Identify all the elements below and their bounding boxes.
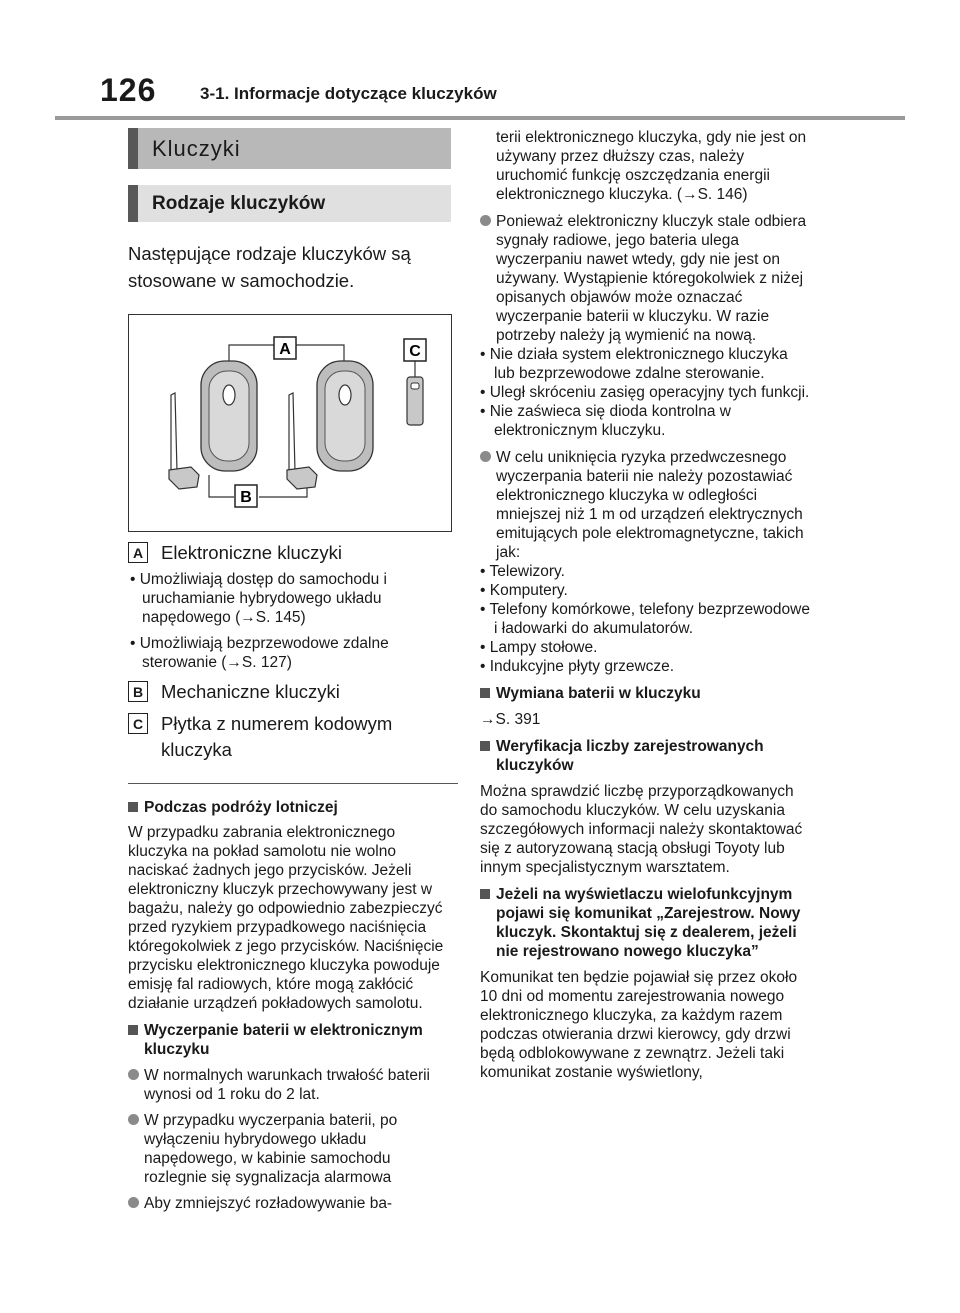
list-item: • Indukcyjne płyty grzewcze. (480, 658, 675, 675)
legend-a (128, 540, 454, 566)
circle-bullet-icon (128, 1114, 139, 1125)
right-column (480, 128, 810, 1082)
figure-label-b: B (240, 489, 252, 506)
keys-illustration (128, 314, 452, 532)
circle-bullet-icon (480, 215, 491, 226)
list-item: • Lampy stołowe. (480, 639, 598, 656)
legend-box-a: A (128, 542, 148, 563)
legend-c (128, 711, 454, 763)
travel-text: W przypadku zabrania elektronicznego kluczyka na pokład samolotu nie wolno naciskać żadnych jego przycisków. Jeżeli elektroniczny kluczyk przechowywany jest w bagażu, należy go odpowiednio zabezpieczyć przed ryzykiem przypadkowego naciśnięcia któregokolwiek z jego przycisków. Naciśnięcie przycisku elektronicznego kluczyka powoduje emisję fal radiowych, które mogą zakłócić działanie urządzeń pokładowych samolotu. (128, 824, 444, 1012)
square-bullet-icon (128, 802, 138, 812)
message-text: Komunikat ten będzie pojawiał się przez około 10 dni od momentu zarejestrowania nowego elektronicznego kluczyka, za każdym razem podczas otwierania drzwi kierowcy, gdy drzwi będą odblokowywane z zewnątrz. Jeżeli taki komunikat zostanie wyświetlony, (480, 969, 798, 1081)
figure-label-a: A (279, 341, 291, 358)
page-header (0, 0, 960, 120)
subsection-title: Rodzaje kluczyków (128, 185, 451, 222)
header-rule (55, 116, 905, 120)
square-bullet-icon (480, 741, 490, 751)
list-item: • Umożliwiają bezprzewodowe zdalne sterowanie (→S. 127) (130, 635, 389, 671)
verify-heading: Weryfikacja liczby zarejestrowanych kluczyków (480, 737, 810, 775)
figure-label-c: C (409, 343, 421, 360)
legend-text-a: Elektroniczne kluczyki (161, 542, 342, 563)
square-bullet-icon (480, 688, 490, 698)
legend-b (128, 679, 454, 705)
continued-text: terii elektronicznego kluczyka, gdy nie jest on używany przez dłuższy czas, należy uruchomić funkcję oszczędzania energii elektronicznego kluczyka. (→S. 146) (496, 129, 807, 203)
section-divider (128, 783, 458, 784)
chapter-title: 3-1. Informacje dotyczące kluczyków (200, 84, 497, 103)
notes-left (128, 798, 453, 1213)
keys-drawing (129, 315, 451, 531)
travel-heading (128, 798, 453, 817)
square-bullet-icon (480, 889, 490, 899)
page-number: 126 (100, 72, 157, 108)
legend-text-b: Mechaniczne kluczyki (161, 681, 340, 702)
section-title: Kluczyki (128, 128, 451, 169)
list-item: • Telewizory. (480, 563, 565, 580)
list-item: • Nie działa system elektronicznego kluczyka lub bezprzewodowe zdalne sterowanie. (480, 346, 788, 382)
legend-box-c: C (128, 713, 148, 734)
list-item: • Komputery. (480, 582, 568, 599)
replace-heading: Wymiana baterii w kluczyku (480, 684, 810, 703)
circle-bullet-icon (128, 1069, 139, 1080)
circle-bullet-icon (128, 1197, 139, 1208)
intro-text: Następujące rodzaje kluczyków są stosowane w samochodzie. (128, 243, 411, 291)
list-item: W celu uniknięcia ryzyka przedwczesnego wyczerpania baterii nie należy pozostawiać elektronicznego kluczyka w odległości mniejszej niż 1 m od urządzeń elektrycznych emitujących pole elektromagnetyczne, takich jak: (480, 448, 810, 562)
list-item: • Telefony komórkowe, telefony bezprzewodowe i ładowarki do akumulatorów. (480, 601, 810, 637)
travel-heading-text: Podczas podróży lotniczej (144, 799, 338, 816)
list-item: W przypadku wyczerpania baterii, po wyłączeniu hybrydowego układu napędowego, w kabinie samochodu rozlegnie się sygnalizacja alarmowa (128, 1111, 453, 1187)
list-item: Aby zmniejszyć rozładowywanie ba- (128, 1194, 453, 1213)
list-item: • Uległ skróceniu zasięg operacyjny tych funkcji. (480, 384, 810, 401)
circle-bullet-icon (480, 451, 491, 462)
battery-heading (128, 1021, 453, 1059)
list-item: W normalnych warunkach trwałość baterii wynosi od 1 roku do 2 lat. (128, 1066, 453, 1104)
verify-text: Można sprawdzić liczbę przyporządkowanych do samochodu kluczyków. W celu uzyskania szczegółowych informacji należy skontaktować się z autoryzowaną stacją obsługi Toyoty lub innym specjalistycznym warsztatem. (480, 783, 803, 876)
message-heading: Jeżeli na wyświetlaczu wielofunkcyjnym pojawi się komunikat „Zarejestrow. Nowy kluczyk. Skontaktuj się z dealerem, jeżeli nie rejestrowano nowego kluczyka” (480, 885, 810, 961)
battery-heading-text: Wyczerpanie baterii w elektronicznym kluczyku (144, 1022, 423, 1058)
left-column (117, 128, 454, 1213)
electronic-key-bullets (128, 570, 454, 672)
list-item: • Nie zaświeca się dioda kontrolna w elektronicznym kluczyku. (480, 403, 731, 439)
list-item: • Umożliwiają dostęp do samochodu i uruchamianie hybrydowego układu napędowego (→S. 145) (130, 571, 387, 626)
list-item: Ponieważ elektroniczny kluczyk stale odbiera sygnały radiowe, jego bateria ulega wyczerpaniu nawet wtedy, gdy nie jest on używany. Wystąpienie któregokolwiek z niżej opisanych objawów może oznaczać wyczerpanie baterii w kluczyku. W razie potrzeby należy ją wymienić na nową. (480, 212, 810, 345)
legend-text-c: Płytka z numerem kodowym kluczyka (161, 713, 393, 760)
legend-box-b: B (128, 681, 148, 702)
square-bullet-icon (128, 1025, 138, 1035)
replace-reference: →S. 391 (480, 711, 541, 728)
